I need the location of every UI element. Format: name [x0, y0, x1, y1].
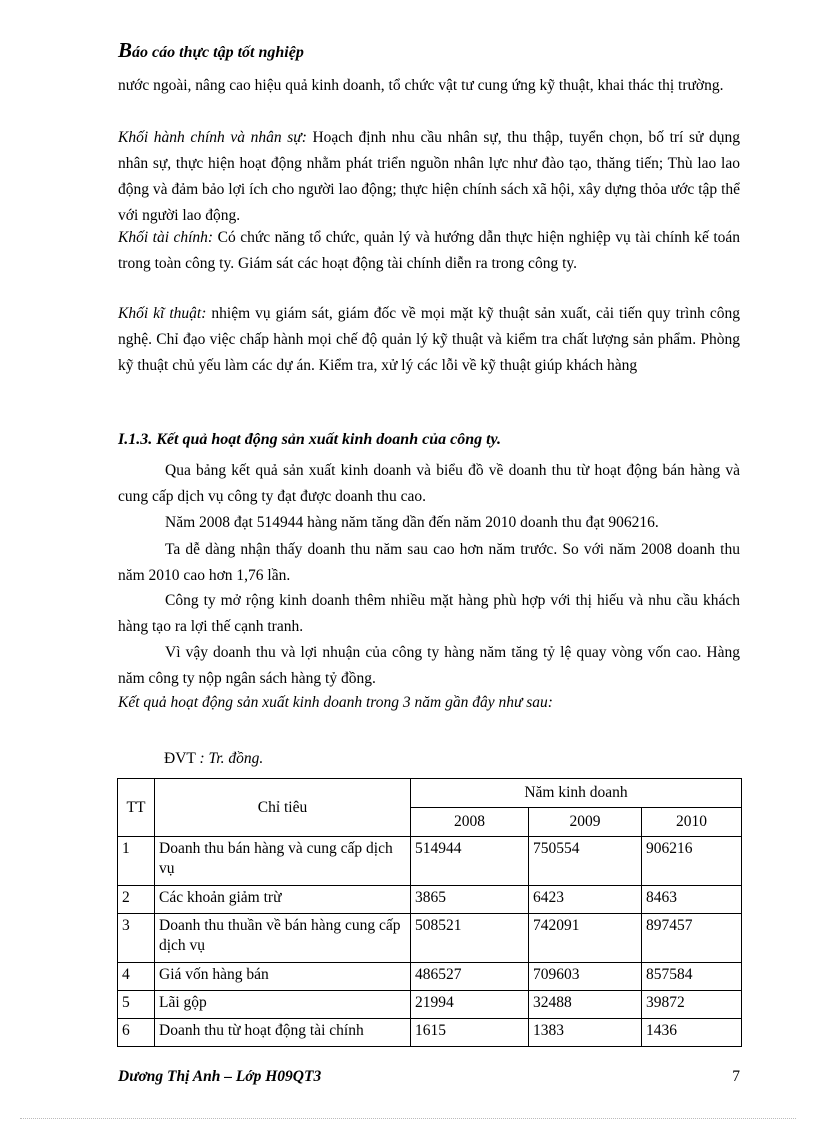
cell-2010: 8463 — [642, 886, 742, 914]
cell-tt: 1 — [118, 837, 155, 886]
col-header-2008: 2008 — [411, 808, 529, 837]
section-heading: I.1.3. Kết quả hoạt động sản xuất kinh doanh của công ty. — [118, 431, 502, 448]
cell-2008: 21994 — [411, 991, 529, 1019]
cell-2010: 1436 — [642, 1019, 742, 1047]
cell-2010: 39872 — [642, 991, 742, 1019]
cell-item: Lãi gộp — [155, 991, 411, 1019]
cell-tt: 3 — [118, 914, 155, 963]
block-technical-text: nhiệm vụ giám sát, giám đốc về mọi mặt kỹ thuật sản xuất, cải tiến quy trình công nghệ. Chỉ đạo việc chấp hành mọi chế độ quản lý kỹ thuật và kiểm tra chất lượng sản phẩm. Phòng kỹ thuật chủ yếu làm các dự án. Kiểm tra, xử lý các lỗi về kỹ thuật giúp khách hàng — [118, 305, 740, 374]
body-paragraph-1: Qua bảng kết quả sản xuất kinh doanh và biểu đồ về doanh thu từ hoạt động bán hàng và cung cấp dịch vụ công ty đạt được doanh thu cao. — [118, 462, 740, 505]
col-header-tt: TT — [118, 779, 155, 837]
block-hr-label: Khối hành chính và nhân sự: — [118, 129, 307, 146]
page-footer — [118, 1068, 740, 1086]
cell-2008: 486527 — [411, 963, 529, 991]
cell-2010: 857584 — [642, 963, 742, 991]
unit-value: : Tr. đồng. — [199, 750, 264, 767]
cell-2009: 6423 — [529, 886, 642, 914]
page-bottom-divider — [20, 1118, 796, 1119]
block-hr-text: Hoạch định nhu cầu nhân sự, thu thập, tuyển chọn, bố trí sử dụng nhân sự, thực hiện hoạt động nhằm phát triển nguồn nhân lực như đào tạo, thăng tiến; Thù lao lao động và đảm bảo lợi ích cho người lao động; thực hiện chính sách xã hội, xây dựng thỏa ước tập thể với người lao động. — [118, 129, 741, 224]
cell-item: Doanh thu từ hoạt động tài chính — [155, 1019, 411, 1047]
cell-2008: 1615 — [411, 1019, 529, 1047]
cell-2010: 906216 — [642, 837, 742, 886]
cell-tt: 5 — [118, 991, 155, 1019]
cell-2008: 3865 — [411, 886, 529, 914]
col-header-item: Chỉ tiêu — [155, 779, 411, 837]
table-row — [118, 914, 742, 963]
footer-author: Dương Thị Anh – Lớp H09QT3 — [118, 1068, 322, 1085]
table-row — [118, 991, 742, 1019]
cell-2008: 514944 — [411, 837, 529, 886]
unit-label — [164, 750, 263, 768]
cell-2008: 508521 — [411, 914, 529, 963]
cell-2009: 742091 — [529, 914, 642, 963]
table-row — [118, 837, 742, 886]
cell-tt: 6 — [118, 1019, 155, 1047]
table-row — [118, 886, 742, 914]
cell-item: Doanh thu bán hàng và cung cấp dịch vụ — [155, 837, 411, 886]
block-technical — [118, 301, 740, 379]
header-dropcap: B — [118, 38, 133, 62]
header-title: áo cáo thực tập tốt nghiệp — [132, 44, 304, 61]
cell-2009: 709603 — [529, 963, 642, 991]
body-paragraph-4: Công ty mở rộng kinh doanh thêm nhiều mặt hàng phù hợp với thị hiếu và nhu cầu khách hàng tạo ra lợi thế cạnh tranh. — [118, 592, 740, 635]
body-paragraph-5: Vì vậy doanh thu và lợi nhuận của công ty hàng năm tăng tỷ lệ quay vòng vốn cao. Hàng năm công ty nộp ngân sách hàng tỷ đồng. — [118, 644, 740, 687]
cell-2009: 750554 — [529, 837, 642, 886]
block-hr — [118, 125, 740, 229]
cell-tt: 4 — [118, 963, 155, 991]
col-header-2010: 2010 — [642, 808, 742, 837]
cell-2009: 32488 — [529, 991, 642, 1019]
block-finance — [118, 225, 740, 277]
table-caption: Kết quả hoạt động sản xuất kinh doanh trong 3 năm gần đây như sau: — [118, 694, 553, 711]
unit-prefix: ĐVT — [164, 750, 196, 767]
intro-paragraph: nước ngoài, nâng cao hiệu quả kinh doanh, tổ chức vật tư cung ứng kỹ thuật, khai thác thị trường. — [118, 77, 724, 94]
col-header-year-group: Năm kinh doanh — [411, 779, 742, 808]
page-number: 7 — [732, 1068, 740, 1085]
cell-tt: 2 — [118, 886, 155, 914]
running-header — [118, 38, 304, 63]
cell-item: Doanh thu thuần về bán hàng cung cấp dịch vụ — [155, 914, 411, 963]
cell-2009: 1383 — [529, 1019, 642, 1047]
body-paragraph-2: Năm 2008 đạt 514944 hàng năm tăng dần đến năm 2010 doanh thu đạt 906216. — [165, 514, 659, 531]
cell-2010: 897457 — [642, 914, 742, 963]
table-row — [118, 963, 742, 991]
cell-item: Giá vốn hàng bán — [155, 963, 411, 991]
block-finance-label: Khối tài chính: — [118, 229, 214, 246]
table-row — [118, 1019, 742, 1047]
block-technical-label: Khối kĩ thuật: — [118, 305, 207, 322]
cell-item: Các khoản giảm trừ — [155, 886, 411, 914]
business-results-table — [117, 778, 742, 1047]
block-finance-text: Có chức năng tổ chức, quản lý và hướng dẫn thực hiện nghiệp vụ tài chính kế toán trong toàn công ty. Giám sát các hoạt động tài chính diễn ra trong công ty. — [118, 229, 741, 272]
body-paragraph-3: Ta dễ dàng nhận thấy doanh thu năm sau cao hơn năm trước. So với năm 2008 doanh thu năm 2010 cao hơn 1,76 lần. — [118, 541, 740, 584]
col-header-2009: 2009 — [529, 808, 642, 837]
